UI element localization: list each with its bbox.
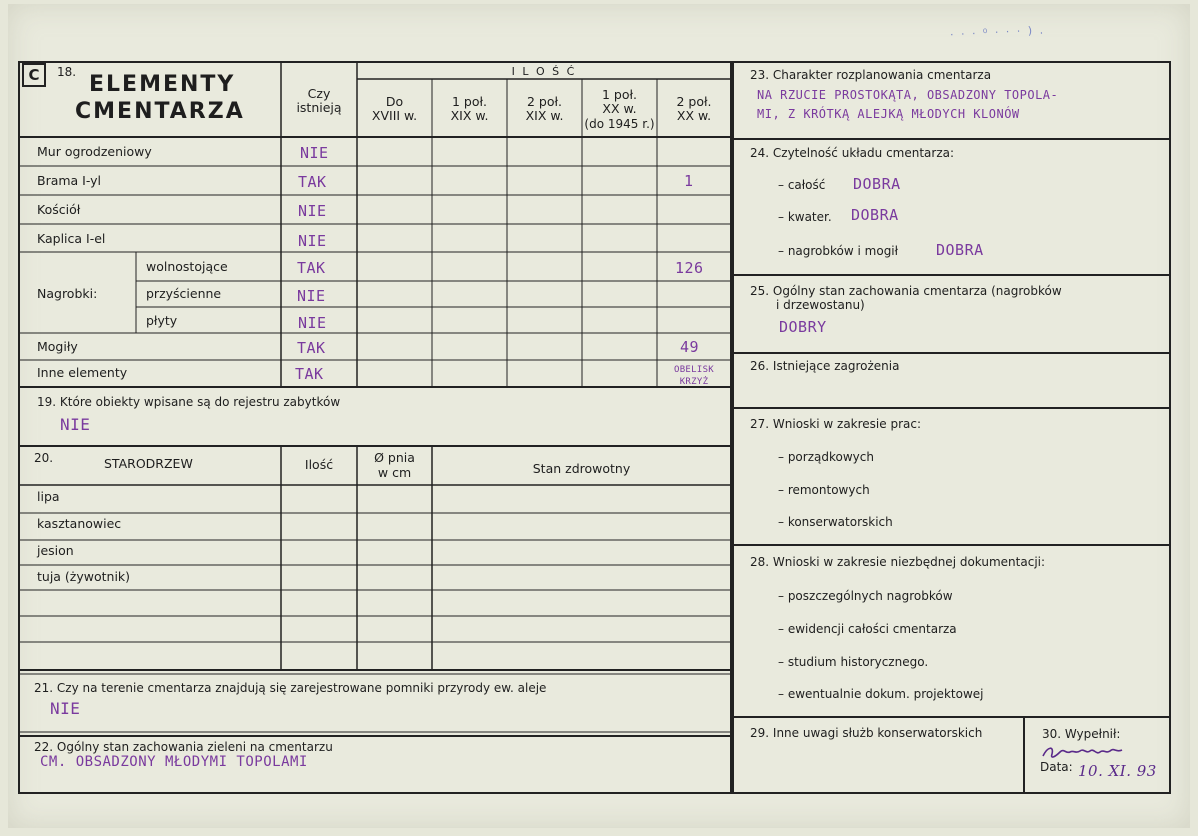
q27-item: – konserwatorskich [778,515,893,529]
q25-label-cont: i drzewostanu) [776,298,865,312]
tree-label: jesion [37,543,74,558]
q21-answer: NIE [50,699,81,718]
q22-label: 22. Ogólny stan zachowania zieleni na cmentarzu [34,740,333,754]
row-label: Inne elementy [37,365,128,380]
count-answer: 1 [684,172,694,190]
period-label: XX w. [602,101,637,116]
q24-item-label: – kwater. [778,210,832,224]
q24-item-value: DOBRA [851,206,899,224]
exists-answer: NIE [298,202,327,220]
period-label: 2 poł. [676,94,712,109]
row-label: Mogiły [37,339,78,354]
q30-date: 10. XI. 93 [1078,762,1157,780]
exists-answer: TAK [297,259,326,277]
period-label: 2 poł. [526,94,563,109]
q28-item: – ewentualnie dokum. projektowej [778,687,984,701]
row-label: płyty [146,313,178,328]
row-label: wolnostojące [146,259,228,274]
q24-item-value: DOBRA [936,241,984,259]
q24-item-label: – nagrobków i mogił [778,244,899,258]
count-answer: OBELISK KRZYŻ [673,365,715,387]
exists-answer: NIE [298,314,327,332]
section-number: 18. [57,65,77,79]
q28-item: – ewidencji całości cmentarza [778,622,957,636]
section-code-box: C [22,63,46,87]
period-label: Do [385,94,404,109]
q20-title: STARODRZEW [104,456,193,471]
tree-label: kasztanowiec [37,516,122,531]
period-label: (do 1945 r.) [584,117,655,131]
exists-answer: NIE [298,232,327,250]
period-label: XIX w. [450,108,489,123]
tree-label: tuja (żywotnik) [37,569,131,584]
q24-label: 24. Czytelność układu cmentarza: [750,146,955,160]
faded-stamp: · · · ⁰ · · · ) . [949,23,1046,42]
q27-label: 27. Wnioski w zakresie prac: [750,417,922,431]
exists-answer: TAK [298,173,327,191]
q20-col-ilosc: Ilość [304,457,334,472]
count-answer: 126 [675,259,704,277]
row-label: Kaplica I-el [37,231,106,246]
q23-label: 23. Charakter rozplanowania cmentarza [750,68,992,82]
q19-label: 19. Które obiekty wpisane są do rejestru zabytków [37,395,341,409]
q20-col-pnia-unit: w cm [377,465,412,480]
q24-item-value: DOBRA [853,175,901,193]
q23-answer-line1: NA RZUCIE PROSTOKĄTA, OBSADZONY TOPOLA- [757,88,1059,102]
period-label: 1 poł. [451,94,488,109]
period-label: XIX w. [525,108,564,123]
tree-label: lipa [37,489,60,504]
header-czy: Czy [307,86,331,101]
q27-item: – porządkowych [778,450,874,464]
q28-item: – poszczególnych nagrobków [778,589,953,603]
row-label: Mur ogrodzeniowy [37,144,152,159]
q20-number: 20. [34,451,54,465]
exists-answer: TAK [297,339,326,357]
period-label: XX w. [676,108,712,123]
q22-answer: CM. OBSADZONY MŁODYMI TOPOLAMI [40,754,308,770]
exists-answer: NIE [300,144,329,162]
q29-label: 29. Inne uwagi służb konserwatorskich [750,726,983,740]
exists-answer: TAK [295,365,324,383]
q21-label: 21. Czy na terenie cmentarza znajdują się zarejestrowane pomniki przyrody ew. aleje [34,681,547,695]
q19-answer: NIE [60,415,91,434]
period-label: 1 poł. [601,87,638,102]
period-label: XVIII w. [371,108,418,123]
q20-col-pnia: Ø pnia [374,450,415,465]
header-ilosc: I L O Ś Ć [511,65,577,78]
nagrobki-label: Nagrobki: [37,286,98,301]
exists-answer: NIE [297,287,326,305]
row-label: Brama I-yl [37,173,102,188]
q30-label: 30. Wypełnił: [1042,727,1121,741]
row-label: przyścienne [146,286,222,301]
section-title-line1: ELEMENTY [89,72,236,97]
q20-col-stan: Stan zdrowotny [532,461,631,476]
q26-label: 26. Istniejące zagrożenia [750,359,900,373]
q23-answer-line2: MI, Z KRÓTKĄ ALEJKĄ MŁODYCH KLONÓW [757,107,1020,121]
q28-item: – studium historycznego. [778,655,929,669]
section-title-line2: CMENTARZA [75,99,245,124]
count-answer: 49 [680,338,700,356]
q25-answer: DOBRY [779,318,827,336]
q28-label: 28. Wnioski w zakresie niezbędnej dokumentacji: [750,555,1046,569]
q27-item: – remontowych [778,483,870,497]
q25-label: 25. Ogólny stan zachowania cmentarza (nagrobków [750,284,1062,298]
q24-item-label: – całość [778,178,826,192]
q30-data-label: Data: [1040,760,1073,774]
header-istnieja: istnieją [296,100,342,115]
row-label: Kościół [37,202,81,217]
